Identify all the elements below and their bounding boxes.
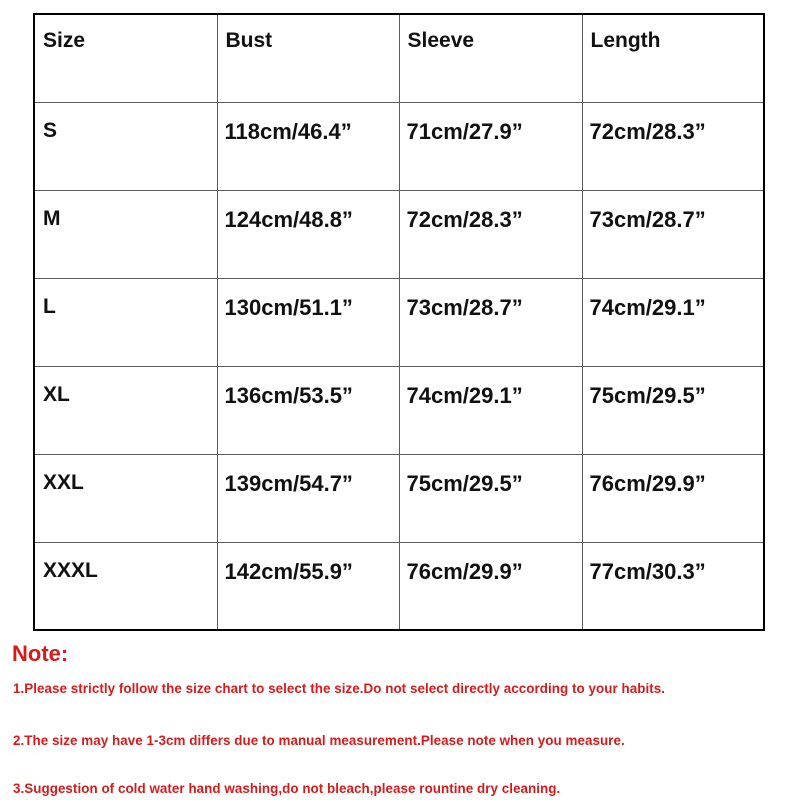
note-item: 2.The size may have 1-3cm differs due to manual measurement.Please note when you measure. [13,733,625,748]
header-length: Length [582,14,764,102]
header-bust: Bust [217,14,399,102]
size-cell: XXL [34,454,217,542]
table-row [34,190,764,278]
sleeve-cell: 74cm/29.1” [399,366,582,454]
size-chart-table [33,13,765,631]
length-cell: 76cm/29.9” [582,454,764,542]
table-row [34,542,764,630]
size-cell: S [34,102,217,190]
size-cell: L [34,278,217,366]
bust-cell: 136cm/53.5” [217,366,399,454]
sleeve-cell: 75cm/29.5” [399,454,582,542]
table-row [34,366,764,454]
table-row [34,278,764,366]
length-cell: 72cm/28.3” [582,102,764,190]
table-row [34,102,764,190]
header-row [34,14,764,102]
length-cell: 77cm/30.3” [582,542,764,630]
bust-cell: 139cm/54.7” [217,454,399,542]
sleeve-cell: 73cm/28.7” [399,278,582,366]
bust-cell: 118cm/46.4” [217,102,399,190]
size-cell: M [34,190,217,278]
sleeve-cell: 72cm/28.3” [399,190,582,278]
length-cell: 75cm/29.5” [582,366,764,454]
size-cell: XXXL [34,542,217,630]
note-title: Note: [12,641,69,666]
size-cell: XL [34,366,217,454]
header-sleeve: Sleeve [399,14,582,102]
header-size: Size [34,14,217,102]
bust-cell: 124cm/48.8” [217,190,399,278]
bust-cell: 130cm/51.1” [217,278,399,366]
bust-cell: 142cm/55.9” [217,542,399,630]
size-chart-header [34,14,764,102]
note-item: 1.Please strictly follow the size chart to select the size.Do not select directly according to your habits. [13,681,666,696]
table-row [34,454,764,542]
length-cell: 74cm/29.1” [582,278,764,366]
length-cell: 73cm/28.7” [582,190,764,278]
size-chart-body [34,102,764,630]
note-item: 3.Suggestion of cold water hand washing,do not bleach,please rountine dry cleaning. [13,781,561,796]
sleeve-cell: 76cm/29.9” [399,542,582,630]
sleeve-cell: 71cm/27.9” [399,102,582,190]
